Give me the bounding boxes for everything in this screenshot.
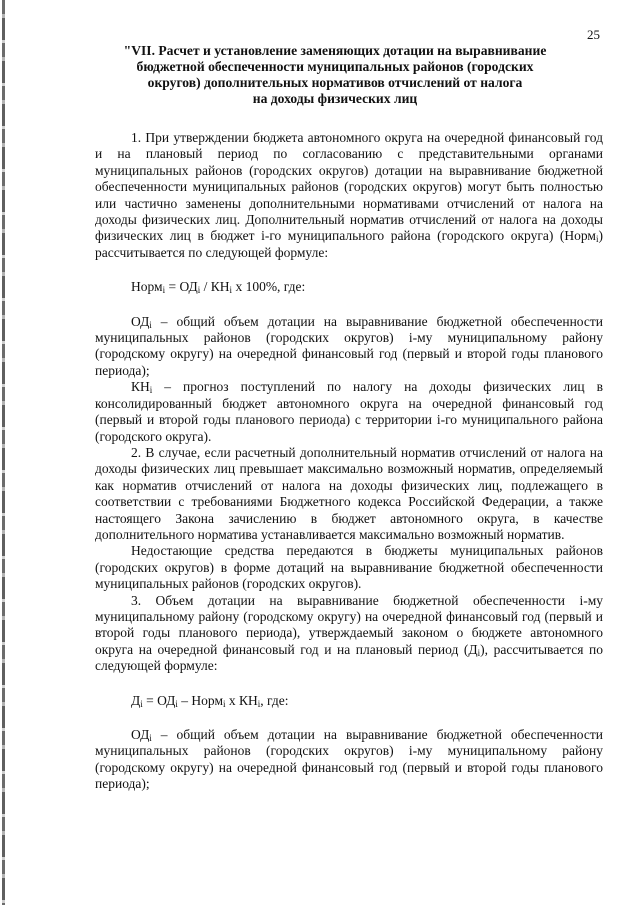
subscript-i: i	[477, 647, 481, 658]
paragraph-2: 2. В случае, если расчетный дополнительный норматив отчислений от налога на доходы физических лиц превышает максимально возможный норматив, определяемый как норматив отчислений от налога на доходы физических лиц, подлежащего в соответствии с требованиями Бюджетного кодекса Российской Федерации, а также настоящего Закона зачислению в бюджет автономного округа, в качестве дополнительного норматива устанавливается максимально возможный норматив.	[95, 444, 603, 542]
subscript-i: i	[223, 698, 226, 709]
heading-line-4: на доходы физических лиц	[252, 91, 418, 106]
paragraph-1	[95, 130, 603, 261]
formula-d-part: – Норм	[177, 692, 223, 708]
formula-d-part: , где:	[260, 692, 289, 708]
paragraph-3-tail: ), рассчитывается по следующей формуле:	[95, 641, 604, 674]
paragraph-1-text: 1. При утверждении бюджета автономного округа на очередной финансовый год и на плановый период по согласованию с представительными органами муниципальных районов (городских округов) дотации на выравнивание бюджетной обеспеченности муниципальных районов (городских округов) могут быть полностью или частично заменены дополнительными нормативами отчислений от налога на доходы физических лиц. Дополнительный норматив отчислений от налога на доходы физических лиц в бюджет i-го муниципального района (городского округа) (Норм	[95, 130, 603, 244]
paragraph-1-tail: ) рассчитывается по следующей формуле:	[95, 228, 603, 260]
definition-text: – общий объем дотации на выравнивание бюджетной обеспеченности муниципальных районов (городских округов) i-му муниципальному району (городскому округу) на очередной финансовый год (первый и второй годы планового периода);	[95, 727, 603, 792]
paragraph-3	[95, 593, 603, 675]
definition-od-1	[95, 314, 603, 380]
formula-norm-part: = ОД	[165, 279, 198, 295]
subscript-i: i	[229, 285, 233, 296]
subscript-i: i	[197, 285, 201, 296]
formula-norm-part: x 100%, где:	[232, 279, 306, 295]
formula-d	[95, 693, 603, 709]
definition-kn	[95, 379, 603, 445]
formula-d-part: = ОД	[142, 692, 176, 708]
definition-od-2	[95, 727, 603, 793]
subscript-i: i	[595, 234, 599, 245]
formula-norm	[95, 279, 603, 295]
subscript-i: i	[149, 733, 152, 743]
heading-line-3: округов) дополнительных нормативов отчислений от налога	[147, 75, 523, 90]
formula-norm-part: Норм	[131, 279, 163, 295]
subscript-i: i	[149, 385, 153, 396]
definition-text: – прогноз поступлений по налогу на доходы физических лиц в консолидированный бюджет автономного округа на очередной финансовый год (первый и второй годы планового периода) с территории i-го муниципального района (городского округа).	[95, 379, 603, 444]
subscript-i: i	[257, 698, 261, 709]
heading-line-1: "VII. Расчет и установление заменяющих дотации на выравнивание	[123, 43, 547, 58]
formula-d-part: x КН	[225, 692, 258, 708]
heading-line-2: бюджетной обеспеченности муниципальных районов (городских	[136, 59, 534, 74]
section-heading	[96, 43, 574, 107]
scan-edge-shadow	[2, 0, 5, 905]
subscript-i: i	[149, 319, 152, 330]
paragraph-2b: Недостающие средства передаются в бюджеты муниципальных районов (городских округов) в форме дотаций на выравнивание бюджетной обеспеченности муниципальных районов (городских округов).	[95, 543, 603, 592]
definition-text: – общий объем дотации на выравнивание бюджетной обеспеченности муниципальных районов (городских округов) i-му муниципальному району (городскому округу) на очередной финансовый год (первый и второй годы планового периода);	[95, 313, 603, 378]
document-body	[95, 130, 603, 793]
definition-term: КН	[131, 379, 150, 395]
formula-norm-part: / КН	[200, 279, 230, 295]
definition-term: ОД	[131, 313, 150, 329]
formula-d-part: Д	[131, 692, 141, 708]
subscript-i: i	[140, 698, 143, 709]
subscript-i: i	[175, 698, 178, 709]
subscript-i: i	[162, 285, 166, 296]
paragraph-3-text: 3. Объем дотации на выравнивание бюджетной обеспеченности i-му муниципальному району (городскому округу) на очередной финансовый год (первый и второй годы планового периода), утверждаемый законом о бюджете автономного округа на очередной финансовый год и на плановый период (Д	[95, 592, 603, 657]
definition-term: ОД	[131, 727, 150, 742]
page-number: 25	[587, 27, 600, 42]
